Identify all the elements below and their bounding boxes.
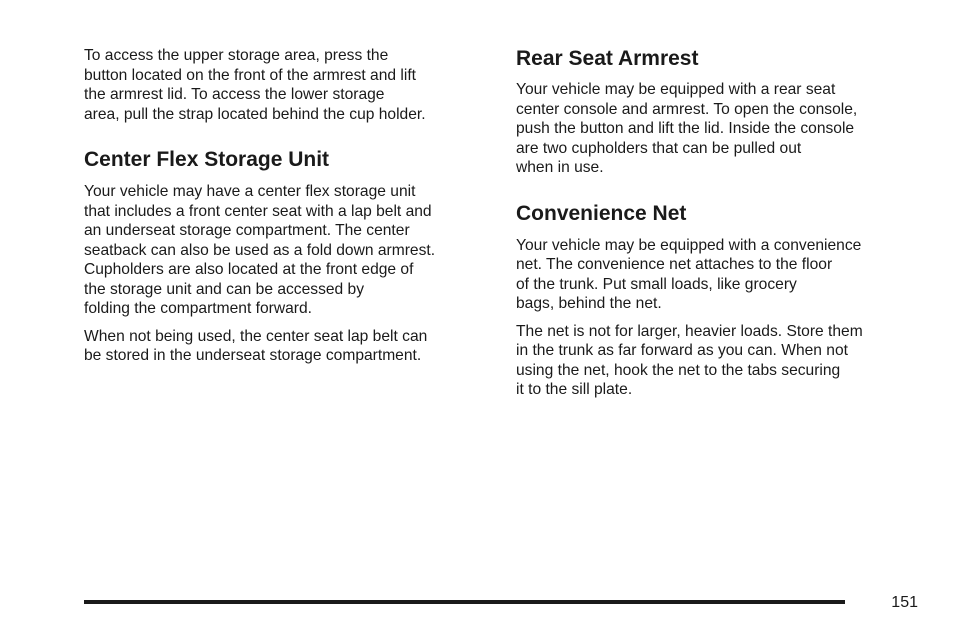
text-line: seatback can also be used as a fold down armrest.	[84, 241, 436, 259]
center-flex-paragraph-1	[84, 182, 494, 319]
text-line: net. The convenience net attaches to the floor	[516, 256, 833, 273]
text-line: area, pull the strap located behind the cup holder.	[84, 105, 426, 123]
text-line: when in use.	[516, 159, 604, 176]
text-line: be stored in the underseat storage compartment.	[84, 347, 422, 364]
center-flex-paragraph-2	[84, 327, 494, 366]
text-line: button located on the front of the armrest and lift	[84, 66, 416, 84]
text-line: Your vehicle may be equipped with a rear seat	[516, 81, 836, 98]
text-line: center console and armrest. To open the console,	[516, 100, 858, 118]
text-line: of the trunk. Put small loads, like grocery	[516, 275, 797, 293]
text-line: in the trunk as far forward as you can. When not	[516, 342, 848, 359]
convenience-net-paragraph-2	[516, 322, 926, 400]
text-line: To access the upper storage area, press the	[84, 47, 389, 64]
page-number: 151	[891, 594, 918, 611]
text-line: using the net, hook the net to the tabs securing	[516, 361, 841, 379]
text-line: that includes a front center seat with a lap belt and	[84, 202, 432, 220]
text-line: folding the compartment forward.	[84, 300, 312, 317]
text-line: Your vehicle may be equipped with a convenience	[516, 236, 862, 254]
left-column	[84, 46, 494, 374]
text-line: The net is not for larger, heavier loads. Store them	[516, 322, 863, 340]
text-line: Your vehicle may have a center flex storage unit	[84, 183, 416, 200]
right-column	[516, 46, 926, 408]
rear-seat-armrest-heading: Rear Seat Armrest	[516, 47, 699, 70]
text-line: an underseat storage compartment. The center	[84, 222, 410, 239]
text-line: push the button and lift the lid. Inside the console	[516, 120, 855, 137]
text-line: it to the sill plate.	[516, 381, 633, 398]
intro-paragraph	[84, 46, 494, 124]
text-line: Cupholders are also located at the front edge of	[84, 261, 414, 278]
footer-rule	[84, 600, 845, 604]
rear-seat-armrest-paragraph	[516, 80, 926, 178]
text-line: the armrest lid. To access the lower storage	[84, 86, 385, 103]
convenience-net-heading: Convenience Net	[516, 201, 687, 225]
convenience-net-paragraph-1	[516, 236, 926, 314]
text-line: bags, behind the net.	[516, 295, 662, 312]
text-line: the storage unit and can be accessed by	[84, 280, 365, 298]
text-line: When not being used, the center seat lap belt can	[84, 327, 428, 345]
center-flex-storage-heading: Center Flex Storage Unit	[84, 148, 330, 171]
text-line: are two cupholders that can be pulled out	[516, 139, 802, 157]
